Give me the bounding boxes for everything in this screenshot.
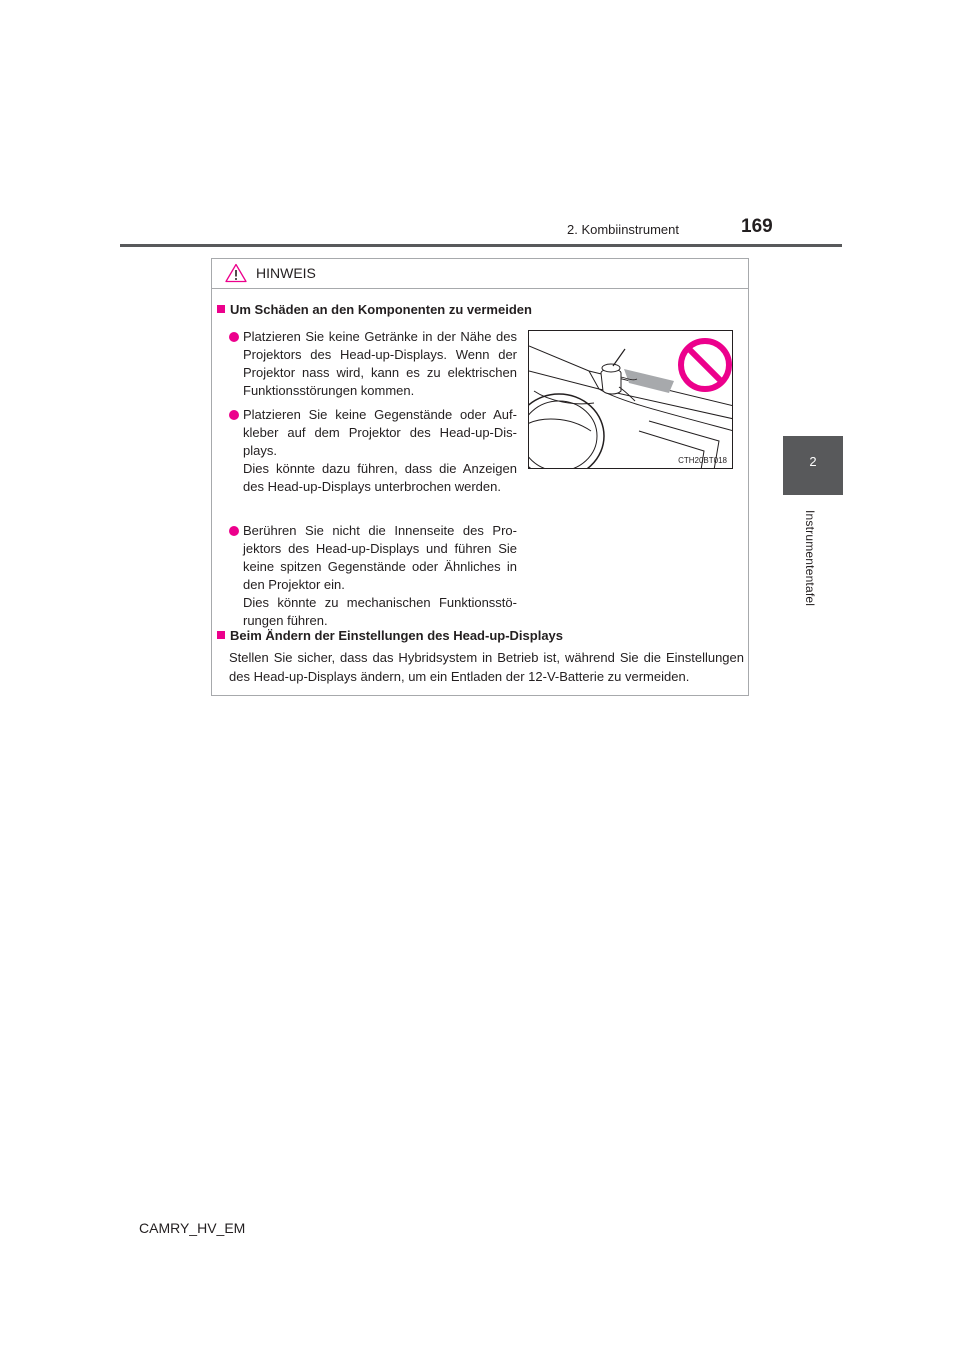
notice-box bbox=[211, 258, 749, 696]
header-rule bbox=[120, 244, 842, 247]
chapter-tab-number: 2 bbox=[809, 454, 817, 469]
page-number: 169 bbox=[741, 216, 773, 237]
list-item bbox=[229, 406, 517, 496]
section-heading-damage-text: Um Schäden an den Komponenten zu vermeiden bbox=[230, 302, 532, 317]
notice-title: HINWEIS bbox=[256, 265, 316, 281]
illustration-code: CTH20BT018 bbox=[678, 456, 727, 465]
bullet-dot-icon bbox=[229, 526, 239, 536]
notice-header bbox=[212, 259, 748, 289]
square-bullet-icon bbox=[217, 305, 225, 313]
section-heading-settings bbox=[217, 628, 563, 643]
warning-triangle-icon bbox=[225, 263, 247, 283]
list-item bbox=[229, 522, 517, 630]
bullet-dot-icon bbox=[229, 410, 239, 420]
footer-code: CAMRY_HV_EM bbox=[139, 1220, 246, 1236]
header-section-title: 2. Kombiinstrument bbox=[567, 222, 679, 237]
section-heading-damage bbox=[217, 302, 532, 317]
list-item-text: Berühren Sie nicht die Innenseite des Projektors des Head-up-Displays und führen Sie keine spitzen Gegenstände oder Ähnliches in den Projektor ein. Dies könnte zu mechanischen Funktionsstörungen führen. bbox=[243, 523, 517, 628]
square-bullet-icon bbox=[217, 631, 225, 639]
settings-paragraph: Stellen Sie sicher, dass das Hybridsystem in Betrieb ist, während Sie die Einstellungen des Head-up-Displays ändern, um ein Entladen der 12-V-Batterie zu vermeiden. bbox=[229, 650, 744, 684]
chapter-tab bbox=[783, 436, 843, 495]
dashboard-illustration bbox=[529, 331, 733, 469]
illustration-drink-on-projector bbox=[528, 330, 733, 469]
chapter-tab-label: Instrumententafel bbox=[803, 510, 817, 607]
list-item-text: Platzieren Sie keine Gegenstände oder Aufkleber auf dem Projektor des Head-up-Displays. Dies könnte dazu führen, dass die Anzeigen des Head-up-Displays unterbrochen werden. bbox=[243, 407, 517, 494]
list-item-text: Platzieren Sie keine Getränke in der Nähe des Projektors des Head-up-Displays. Wenn der Projektor nass wird, kann es zu elektrischen Funktionsstörungen kommen. bbox=[243, 329, 517, 398]
list-item bbox=[229, 328, 517, 400]
bullet-dot-icon bbox=[229, 332, 239, 342]
section-heading-settings-text: Beim Ändern der Einstellungen des Head-up-Displays bbox=[230, 628, 564, 643]
